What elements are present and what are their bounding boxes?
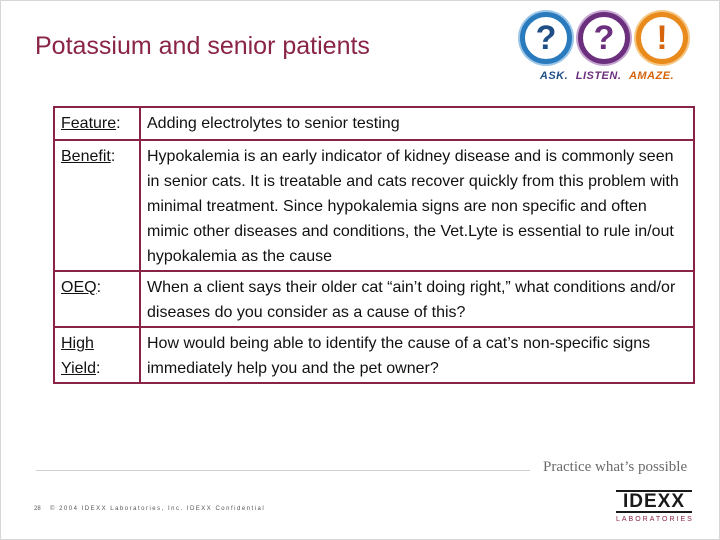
idexx-wordmark: IDEXX — [616, 490, 692, 513]
exclamation-mark-icon: ! — [636, 12, 688, 64]
high-yield-label-line2: Yield — [61, 360, 96, 377]
table-row-oeq — [54, 271, 694, 327]
table-row-feature — [54, 107, 694, 140]
high-yield-text: How would being able to identify the cause of a cat’s non-specific signs immediately help you and the pet owner? — [140, 327, 694, 383]
logo-tagline — [518, 70, 696, 82]
logo-word-listen: LISTEN. — [575, 70, 622, 82]
high-yield-label-line1: High — [61, 335, 94, 352]
logo-word-amaze: AMAZE. — [628, 70, 675, 82]
idexx-laboratories: LABORATORIES — [616, 516, 694, 523]
question-mark-icon: ? — [578, 12, 630, 64]
footer-divider — [36, 470, 530, 471]
slide-title: Potassium and senior patients — [35, 32, 370, 60]
question-mark-icon: ? — [520, 12, 572, 64]
benefit-text: Hypokalemia is an early indicator of kidney disease and is commonly seen in senior cats. It is treatable and cats recover quickly from this problem with minimal treatment. Since hypokalemia signs are non specific and often mimic other diseases and conditions, the Vet.Lyte is essential to rule in/out hypokalemia as the cause — [140, 140, 694, 271]
oeq-label: OEQ — [61, 279, 97, 296]
feature-label: Feature — [61, 115, 117, 132]
idexx-logo — [616, 490, 692, 523]
oeq-text: When a client says their older cat “ain’t doing right,” what conditions and/or diseases do you consider as a cause of this? — [140, 271, 694, 327]
content-table — [53, 106, 695, 384]
high-yield-label-cell: High Yield: — [54, 327, 140, 383]
feature-label-cell: Feature: — [54, 107, 140, 140]
oeq-label-cell: OEQ: — [54, 271, 140, 327]
ask-listen-amaze-logo — [518, 12, 696, 88]
benefit-label: Benefit — [61, 148, 111, 165]
feature-text: Adding electrolytes to senior testing — [140, 107, 694, 140]
table-row-benefit — [54, 140, 694, 271]
benefit-label-cell: Benefit: — [54, 140, 140, 271]
logo-word-ask: ASK. — [539, 70, 569, 82]
copyright-notice: © 2004 IDEXX Laboratories, Inc. IDEXX Confidential — [50, 506, 266, 512]
table-row-high-yield — [54, 327, 694, 383]
footer-tagline: Practice what’s possible — [543, 459, 688, 475]
page-number: 28 — [34, 506, 41, 512]
